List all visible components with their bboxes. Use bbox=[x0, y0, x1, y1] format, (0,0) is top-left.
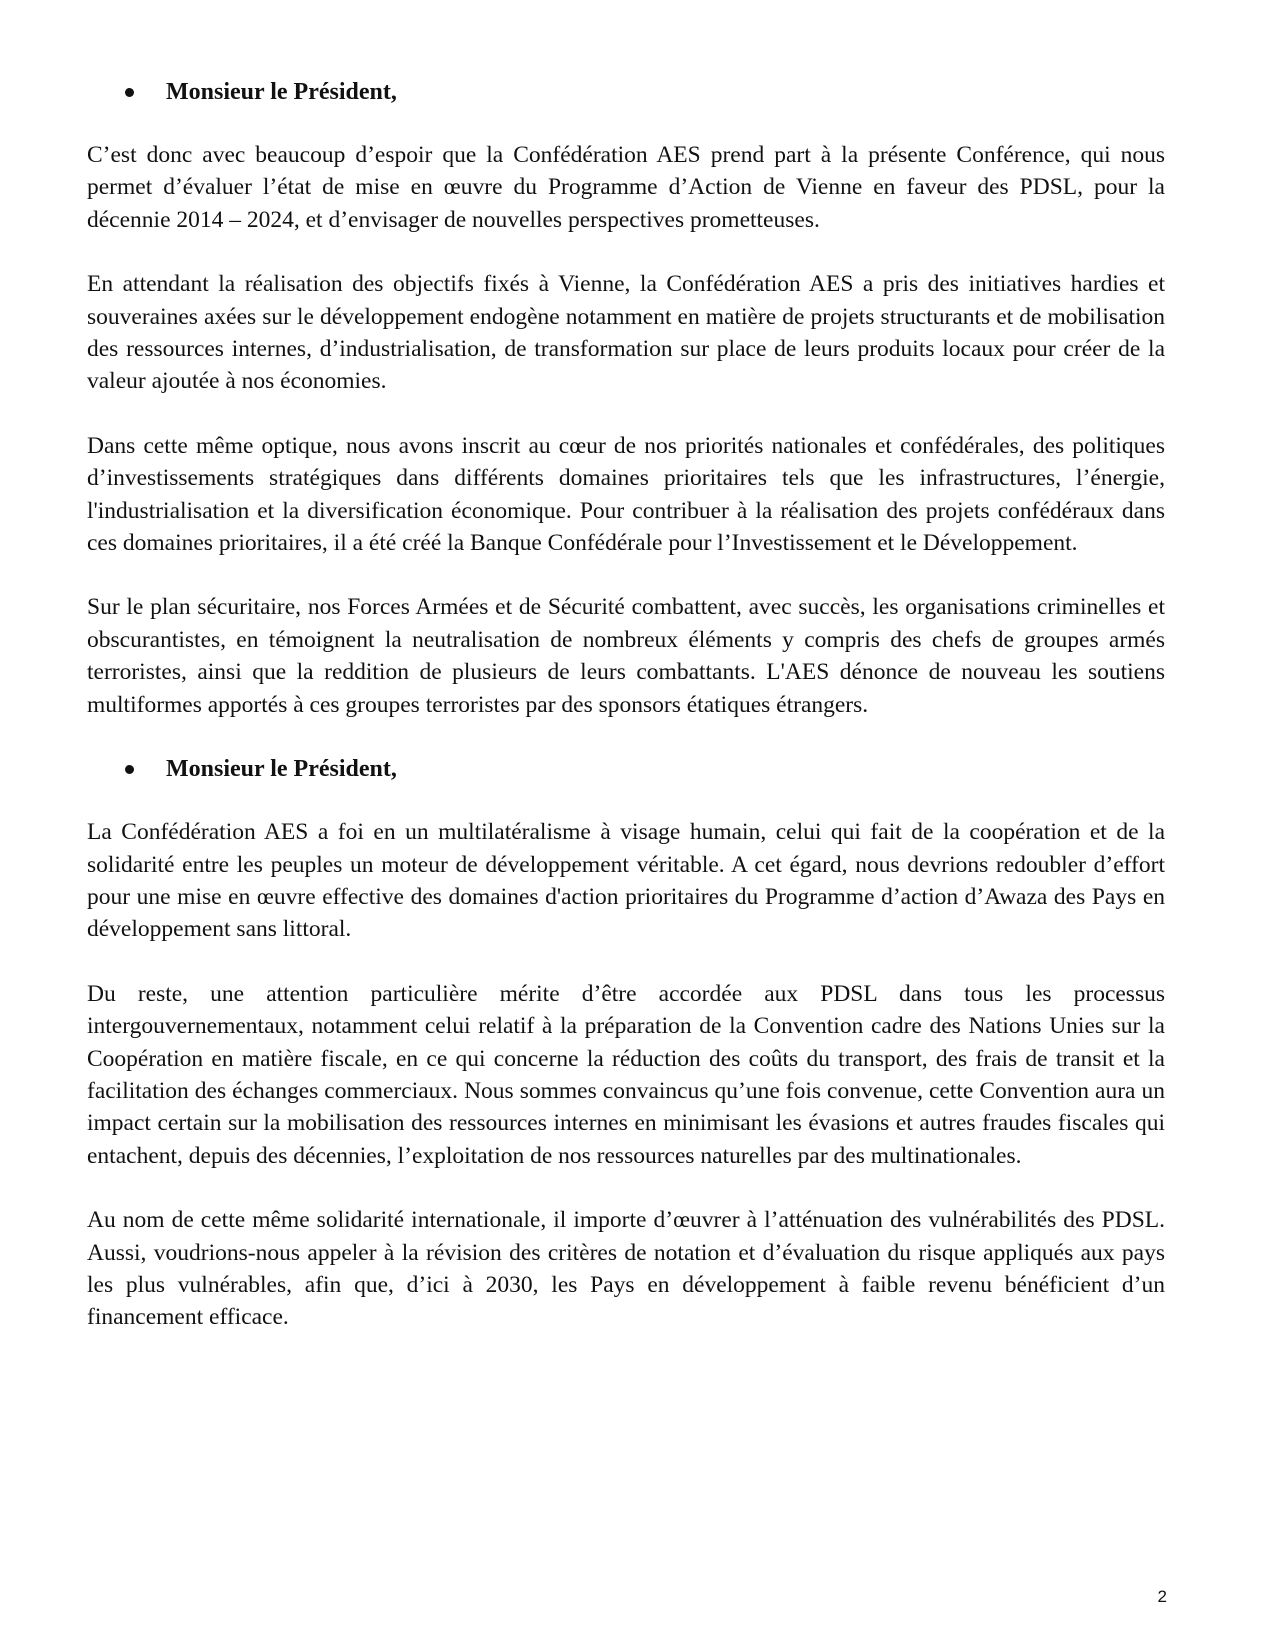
paragraph: Dans cette même optique, nous avons inscrit au cœur de nos priorités nationales et confédérales, des politiques d’investissements stratégiques dans différents domaines prioritaires tels que les infrastructures, l’énergie, l'industrialisation et la diversification économique. Pour contribuer à la réalisation des projets confédéraux dans ces domaines prioritaires, il a été créé la Banque Confédérale pour l’Investissement et le Développement. bbox=[87, 432, 1165, 557]
bullet-icon bbox=[125, 765, 134, 774]
heading-text: Monsieur le Président, bbox=[166, 756, 397, 783]
document-page bbox=[87, 76, 1165, 1334]
paragraph: C’est donc avec beaucoup d’espoir que la Confédération AES prend part à la présente Conférence, qui nous permet d’évaluer l’état de mise en œuvre du Programme d’Action de Vienne en faveur des PDSL, pour la décennie 2014 – 2024, et d’envisager de nouvelles perspectives prometteuses. bbox=[87, 142, 1165, 233]
bullet-icon bbox=[125, 88, 134, 97]
section-heading bbox=[87, 753, 1165, 785]
paragraph: Sur le plan sécuritaire, nos Forces Armées et de Sécurité combattent, avec succès, les organisations criminelles et obscurantistes, en témoignent la neutralisation de nombreux éléments y compris des chefs de groupes armés terroristes, ainsi que la reddition de plusieurs de leurs combattants. L'AES dénonce de nouveau les soutiens multiformes apportés à ces groupes terroristes par des sponsors étatiques étrangers. bbox=[87, 594, 1165, 718]
paragraph: En attendant la réalisation des objectifs fixés à Vienne, la Confédération AES a pris des initiatives hardies et souveraines axées sur le développement endogène notamment en matière de projets structurants et de mobilisation des ressources internes, d’industrialisation, de transformation sur place de leurs produits locaux pour créer de la valeur ajoutée à nos économies. bbox=[87, 271, 1165, 395]
paragraph: Du reste, une attention particulière mérite d’être accordée aux PDSL dans tous les processus intergouvernementaux, notamment celui relatif à la préparation de la Convention cadre des Nations Unies sur la Coopération en matière fiscale, en ce qui concerne la réduction des coûts du transport, des frais de transit et la facilitation des échanges commerciaux. Nous sommes convaincus qu’une fois convenue, cette Convention aura un impact certain sur la mobilisation des ressources internes en minimisant les évasions et autres fraudes fiscales qui entachent, depuis des décennies, l’exploitation de nos ressources naturelles par des multinationales. bbox=[87, 980, 1165, 1169]
section-heading bbox=[87, 76, 1165, 108]
paragraph: La Confédération AES a foi en un multilatéralisme à visage humain, celui qui fait de la coopération et de la solidarité entre les peuples un moteur de développement véritable. A cet égard, nous devrions redoubler d’effort pour une mise en œuvre effective des domaines d'action prioritaires du Programme d’action d’Awaza des Pays en développement sans littoral. bbox=[87, 819, 1165, 943]
heading-text: Monsieur le Président, bbox=[166, 79, 397, 105]
paragraph: Au nom de cette même solidarité internationale, il importe d’œuvrer à l’atténuation des vulnérabilités des PDSL. Aussi, voudrions-nous appeler à la révision des critères de notation et d’évaluation du risque appliqués aux pays les plus vulnérables, afin que, d’ici à 2030, les Pays en développement à faible revenu bénéficient d’un financement efficace. bbox=[87, 1207, 1165, 1331]
page-number: 2 bbox=[1157, 1587, 1167, 1606]
